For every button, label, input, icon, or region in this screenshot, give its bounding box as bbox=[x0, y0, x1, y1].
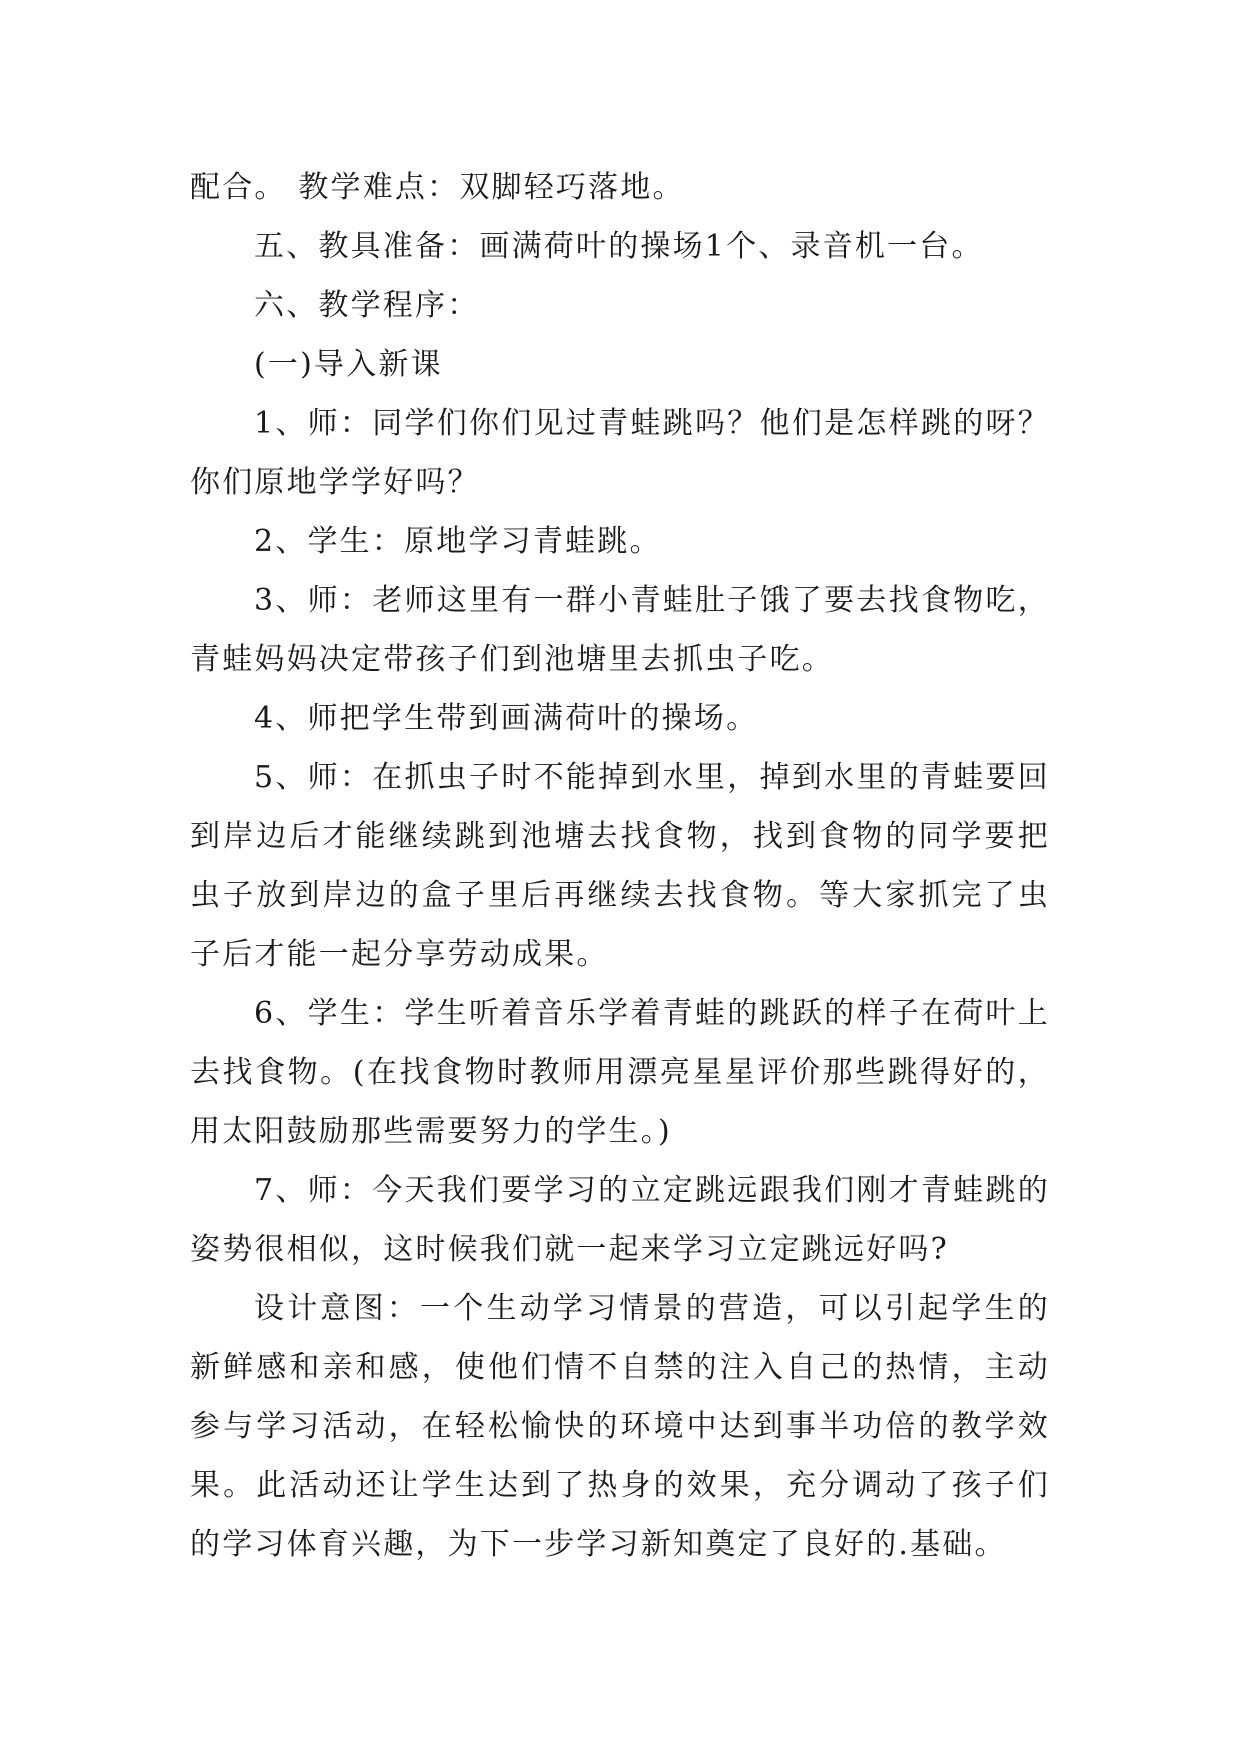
paragraph-step-5: 5、师：在抓虫子时不能掉到水里，掉到水里的青蛙要回到岸边后才能继续跳到池塘去找食物，找到食物的同学要把虫子放到岸边的盒子里后再继续去找食物。等大家抓完了虫子后才能一起分享劳动成果。 bbox=[190, 760, 1050, 972]
paragraph-step-2: 2、学生：原地学习青蛙跳。 bbox=[254, 524, 662, 559]
paragraph-step-1: 1、师：同学们你们见过青蛙跳吗？他们是怎样跳的呀？你们原地学学好吗？ bbox=[190, 406, 1050, 500]
paragraph-teaching-aids: 五、教具准备：画满荷叶的操场1个、录音机一台。 bbox=[254, 229, 984, 264]
document-body bbox=[190, 158, 1050, 1574]
paragraph-step-6: 6、学生：学生听着音乐学着青蛙的跳跃的样子在荷叶上去找食物。(在找食物时教师用漂亮星星评价那些跳得好的，用太阳鼓励那些需要努力的学生。) bbox=[190, 996, 1050, 1149]
paragraph-step-3: 3、师：老师这里有一群小青蛙肚子饿了要去找食物吃，青蛙妈妈决定带孩子们到池塘里去抓虫子吃。 bbox=[190, 583, 1050, 677]
paragraph-difficulty: 配合。 教学难点：双脚轻巧落地。 bbox=[190, 170, 685, 205]
paragraph-procedure-heading: 六、教学程序： bbox=[254, 288, 480, 323]
paragraph-intro-heading: (一)导入新课 bbox=[254, 347, 443, 382]
paragraph-step-7: 7、师：今天我们要学习的立定跳远跟我们刚才青蛙跳的姿势很相似，这时候我们就一起来学习立定跳远好吗? bbox=[190, 1173, 1050, 1267]
paragraph-step-4: 4、师把学生带到画满荷叶的操场。 bbox=[254, 701, 759, 736]
paragraph-design-intent: 设计意图：一个生动学习情景的营造，可以引起学生的新鲜感和亲和感，使他们情不自禁的注入自己的热情，主动参与学习活动，在轻松愉快的环境中达到事半功倍的教学效果。此活动还让学生达到了热身的效果，充分调动了孩子们的学习体育兴趣，为下一步学习新知奠定了良好的.基础。 bbox=[190, 1291, 1050, 1562]
